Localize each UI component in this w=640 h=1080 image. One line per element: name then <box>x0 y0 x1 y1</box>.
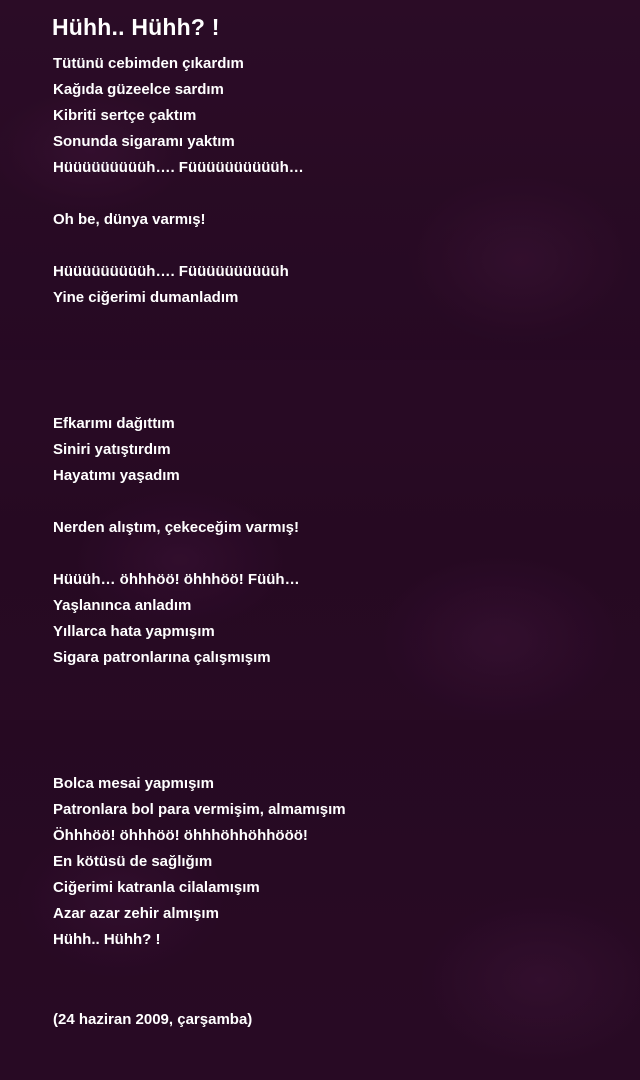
poem-line: Efkarımı dağıttım <box>53 415 175 432</box>
poem-line: Hüüüh… öhhhöö! öhhhöö! Füüh… <box>53 571 300 588</box>
stanza-2 <box>53 207 206 233</box>
stanza-6 <box>53 567 300 671</box>
poem-line: Hüüüüüüüüüh…. Füüüüüüüüüüh <box>53 263 289 280</box>
poem-line: Tütünü cebimden çıkardım <box>53 55 244 72</box>
poem-title: Hühh.. Hühh? ! <box>52 14 220 40</box>
poem-line: Yine ciğerimi dumanladım <box>53 289 239 306</box>
poem-line: Hühh.. Hühh? ! <box>53 931 161 948</box>
stanza-5 <box>53 515 299 541</box>
poem-line: Siniri yatıştırdım <box>53 441 171 458</box>
poem-line: Ciğerimi katranla cilalamışım <box>53 879 260 896</box>
poem-line: Yaşlanınca anladım <box>53 597 192 614</box>
poem-line: Bolca mesai yapmışım <box>53 775 214 792</box>
poem-line: Patronlara bol para vermişim, almamışım <box>53 801 346 818</box>
poem-line: Sonunda sigaramı yaktım <box>53 133 235 150</box>
poem-line: Yıllarca hata yapmışım <box>53 623 215 640</box>
poem-date: (24 haziran 2009, çarşamba) <box>53 1011 253 1028</box>
poem-line: Hüüüüüüüüüh…. Füüüüüüüüüüh… <box>53 159 304 176</box>
poem-line: Azar azar zehir almışım <box>53 905 219 922</box>
poem-line: Öhhhöö! öhhhöö! öhhhöhhöhhööö! <box>53 827 308 844</box>
stanza-3 <box>53 259 289 311</box>
poem-line: Oh be, dünya varmış! <box>53 211 206 228</box>
poem-line: Kibriti sertçe çaktım <box>53 107 197 124</box>
poem-line: En kötüsü de sağlığım <box>53 853 213 870</box>
stanza-4 <box>53 411 180 489</box>
poem-line: Hayatımı yaşadım <box>53 467 180 484</box>
poem-line: Nerden alıştım, çekeceğim varmış! <box>53 519 299 536</box>
stanza-1 <box>53 51 304 181</box>
stanza-7 <box>53 771 346 953</box>
poem-line: Sigara patronlarına çalışmışım <box>53 649 271 666</box>
poem-line: Kağıda güzeelce sardım <box>53 81 224 98</box>
